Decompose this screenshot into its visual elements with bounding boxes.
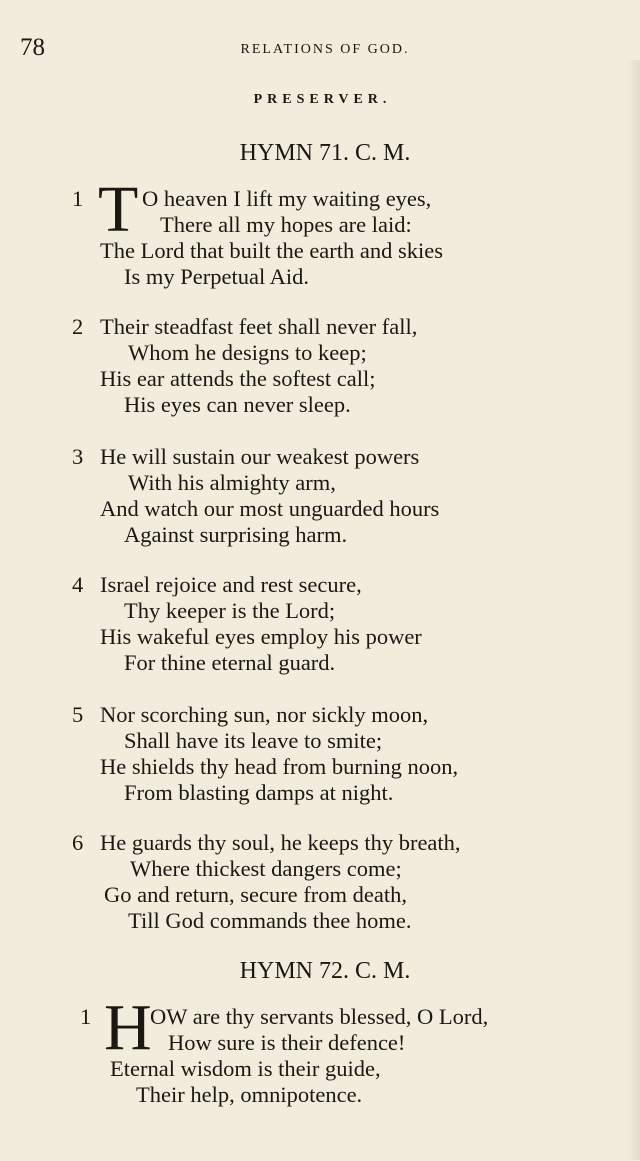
verse-line: Is my Perpetual Aid. (124, 264, 309, 289)
verse-line: Go and return, secure from death, (104, 882, 408, 907)
verse-line: Thy keeper is the Lord; (124, 598, 336, 623)
verse-line: He will sustain our weakest powers (100, 444, 420, 469)
section-heading: PRESERVER. (253, 92, 392, 107)
verse-line: OW are thy servants blessed, O Lord, (150, 1004, 489, 1029)
hymn-title: HYMN 71. C. M. (239, 140, 411, 166)
verse-line: His ear attends the softest call; (100, 366, 376, 391)
verse-line: Shall have its leave to smite; (124, 728, 383, 753)
verse-line: The Lord that built the earth and skies (100, 238, 444, 263)
drop-cap: T (98, 173, 139, 246)
verse-line: There all my hopes are laid: (160, 212, 412, 237)
stanza-number: 1 (72, 186, 84, 211)
verse-line: And watch our most unguarded hours (100, 496, 440, 521)
verse-line: Their steadfast feet shall never fall, (100, 314, 418, 339)
verse-line: He shields thy head from burning noon, (100, 754, 459, 779)
stanza-number: 5 (72, 702, 84, 727)
stanza-number: 4 (72, 572, 84, 597)
drop-cap: H (104, 991, 152, 1064)
verse-line: Whom he designs to keep; (128, 340, 367, 365)
verse-line: From blasting damps at night. (124, 780, 394, 805)
verse-line: With his almighty arm, (128, 470, 336, 495)
verse-line: Eternal wisdom is their guide, (110, 1056, 381, 1081)
verse-line: His wakeful eyes employ his power (100, 624, 422, 649)
verse-line: Israel rejoice and rest secure, (100, 572, 362, 597)
stanza-number: 3 (72, 444, 84, 469)
page-edge-shadow (626, 60, 640, 1160)
verse-line: Their help, omnipotence. (136, 1082, 363, 1107)
verse-line: O heaven I lift my waiting eyes, (142, 186, 432, 211)
stanza-number: 2 (72, 314, 84, 339)
verse-line: For thine eternal guard. (124, 650, 336, 675)
verse-line: Till God commands thee home. (128, 908, 412, 933)
page-number: 78 (20, 34, 45, 61)
running-title: RELATIONS OF GOD. (240, 42, 410, 57)
verse-line: Where thickest dangers come; (130, 856, 402, 881)
verse-line: How sure is their defence! (168, 1030, 406, 1055)
hymn-title: HYMN 72. C. M. (239, 958, 411, 984)
verse-line: Nor scorching sun, nor sickly moon, (100, 702, 429, 727)
stanza-number: 1 (80, 1004, 92, 1029)
verse-line: He guards thy soul, he keeps thy breath, (100, 830, 461, 855)
stanza-number: 6 (72, 830, 84, 855)
verse-line: Against surprising harm. (124, 522, 348, 547)
verse-line: His eyes can never sleep. (124, 392, 351, 417)
